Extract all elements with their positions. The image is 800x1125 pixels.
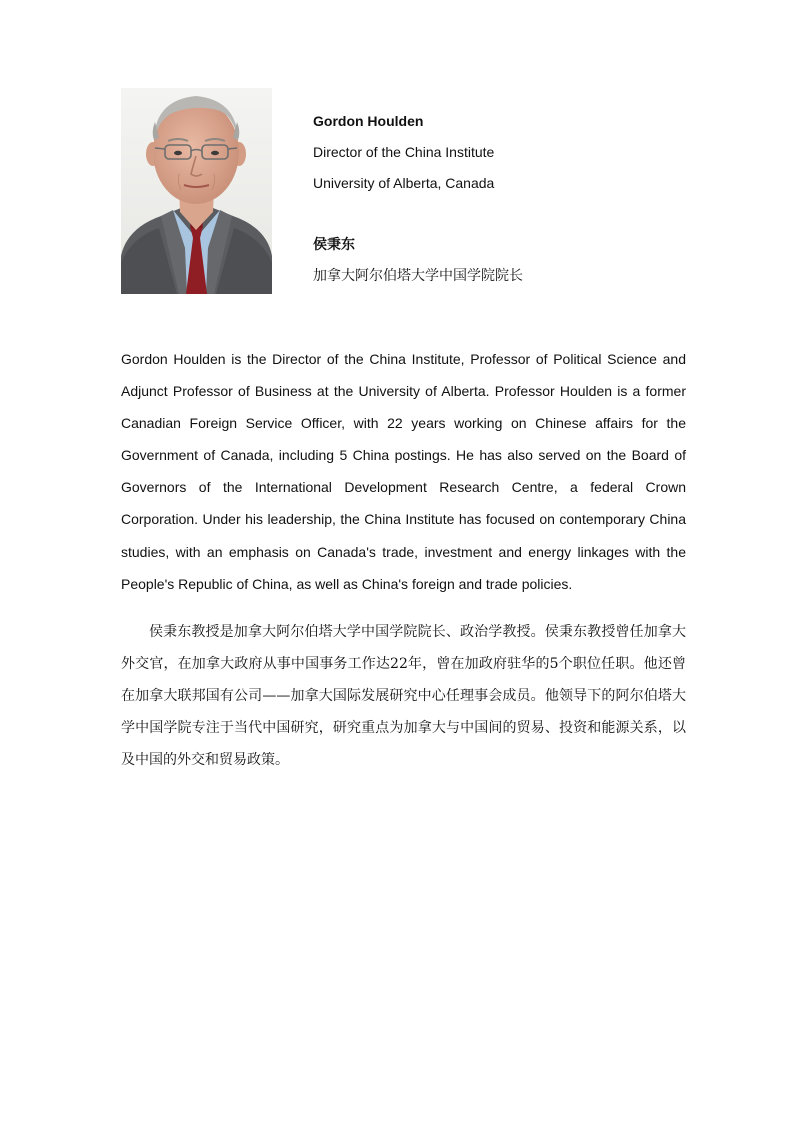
name-english: Gordon Houlden xyxy=(313,113,424,129)
title-chinese: 加拿大阿尔伯塔大学中国学院院长 xyxy=(313,268,523,284)
name-chinese: 侯秉东 xyxy=(313,237,355,253)
profile-header xyxy=(313,112,733,298)
bio-chinese-paragraph: 侯秉东教授是加拿大阿尔伯塔大学中国学院院长、政治学教授。侯秉东教授曾任加拿大外交官，在加拿大政府从事中国事务工作达22年，曾在加政府驻华的5个职位任职。他还曾在加拿大联邦国有公司——加拿大国际发展研究中心任理事会成员。他领导下的阿尔伯塔大学中国学院专注于当代中国研究，研究重点为加拿大与中国间的贸易、投资和能源关系，以及中国的外交和贸易政策。 xyxy=(121,624,686,768)
bio-english-paragraph: Gordon Houlden is the Director of the China Institute, Professor of Political Science and Adjunct Professor of Business at the University of Alberta. Professor Houlden is a former Canadian Foreign Service Officer, with 22 years working on Chinese affairs for the Government of Canada, including 5 China postings. He has also served on the Board of Governors of the International Development Research Centre, a federal Crown Corporation. Under his leadership, the China Institute has focused on contemporary China studies, with an emphasis on Canada's trade, investment and energy linkages with the People's Republic of China, as well as China's foreign and trade policies. xyxy=(121,351,686,592)
affiliation-english: University of Alberta, Canada xyxy=(313,175,495,191)
header-spacer xyxy=(313,205,733,223)
portrait-photo xyxy=(121,88,272,294)
title-english: Director of the China Institute xyxy=(313,144,495,160)
